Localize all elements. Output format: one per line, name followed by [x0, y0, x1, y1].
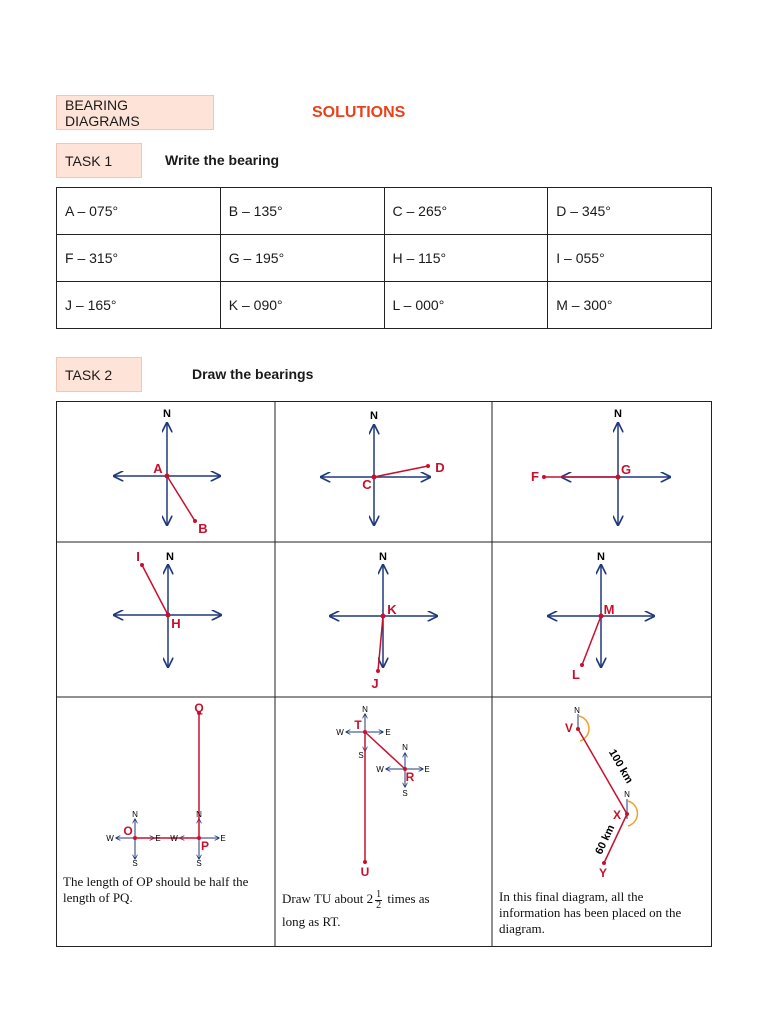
compass-w-label: W: [336, 728, 344, 737]
point-g-label: G: [620, 462, 632, 477]
compass-w-label: W: [376, 765, 384, 774]
compass-n-label: N: [624, 790, 630, 799]
grid-lines: [56, 401, 712, 947]
compass-n-label: N: [370, 410, 378, 422]
point-f-label: F: [531, 469, 539, 484]
fraction-numerator: 1: [376, 888, 382, 900]
compass-s-label: S: [358, 751, 364, 760]
point-o-label: O: [123, 824, 133, 838]
diagram-cd: [321, 410, 445, 525]
diagram-hi: [114, 549, 221, 667]
point-j-label: J: [371, 676, 379, 691]
compass-n-label: N: [163, 408, 171, 420]
fraction-half: [375, 890, 382, 911]
compass-n-label: N: [402, 743, 408, 752]
distance-xy-label: 60 km: [593, 823, 618, 857]
table-cell: C – 265°: [384, 188, 548, 235]
task2-label: TASK 2: [56, 357, 142, 392]
note-tu-mid: times as: [387, 891, 430, 906]
point-p-label: P: [200, 839, 210, 853]
diagram-ml: [548, 551, 654, 682]
compass-s-label: S: [196, 859, 202, 868]
compass-s-label: S: [402, 789, 408, 798]
point-q-label: Q: [194, 701, 204, 715]
point-m-label: M: [603, 602, 615, 617]
point-b-label: B: [198, 521, 208, 536]
diagram-fg: [531, 408, 670, 525]
diagram-kj: [330, 551, 437, 691]
note-tu: [282, 888, 482, 933]
fraction-denominator: 2: [376, 899, 382, 911]
table-cell: G – 195°: [220, 235, 384, 282]
table-row: [57, 235, 712, 282]
table-cell: J – 165°: [57, 282, 221, 329]
compass-n-label: N: [614, 408, 622, 420]
compass-n-label: N: [196, 810, 202, 819]
bearing-diagrams-label: BEARING DIAGRAMS: [56, 95, 214, 130]
point-y-label: Y: [598, 866, 608, 880]
note-final: In this final diagram, all the information has been placed on the diagram.: [499, 889, 682, 936]
table-cell: H – 115°: [384, 235, 548, 282]
compass-n-label: N: [379, 551, 387, 563]
solutions-heading: SOLUTIONS: [312, 104, 406, 121]
compass-n-label: N: [597, 551, 605, 563]
bearing-diagram-grid: [56, 401, 712, 947]
point-k-label: K: [387, 602, 397, 617]
point-c-label: C: [362, 477, 372, 492]
point-x-label: X: [612, 808, 622, 822]
compass-w-label: W: [170, 834, 178, 843]
note-tu-post: long as RT.: [282, 913, 341, 929]
point-l-label: L: [572, 667, 580, 682]
note-tu-pre: Draw TU about 2: [282, 891, 374, 906]
point-t-label: T: [354, 718, 362, 732]
point-r-label: R: [405, 770, 415, 784]
compass-n-label: N: [132, 810, 138, 819]
task2-title: Draw the bearings: [192, 366, 314, 382]
diagram-canvas: [56, 401, 712, 947]
table-cell: K – 090°: [220, 282, 384, 329]
compass-e-label: E: [385, 728, 391, 737]
compass-e-label: E: [424, 765, 430, 774]
point-v-label: V: [564, 721, 574, 735]
compass-n-label: N: [574, 706, 580, 715]
distance-vx-label: 100 km: [606, 747, 636, 786]
compass-w-label: W: [106, 834, 114, 843]
table-cell: I – 055°: [548, 235, 712, 282]
diagram-opq: [106, 701, 225, 868]
table-cell: F – 315°: [57, 235, 221, 282]
table-row: [57, 188, 712, 235]
point-i-label: I: [136, 549, 140, 564]
diagram-ab: [114, 408, 220, 536]
task1-label: TASK 1: [56, 143, 142, 178]
task1-title: Write the bearing: [165, 152, 280, 168]
note-op: The length of OP should be half the length of PQ.: [63, 874, 249, 905]
point-a-label: A: [153, 461, 163, 476]
table-cell: B – 135°: [220, 188, 384, 235]
diagram-vxy: [565, 706, 637, 880]
compass-e-label: E: [155, 834, 161, 843]
table-cell: L – 000°: [384, 282, 548, 329]
table-cell: A – 075°: [57, 188, 221, 235]
compass-n-label: N: [362, 705, 368, 714]
point-d-label: D: [435, 460, 445, 475]
point-u-label: U: [360, 865, 370, 879]
compass-s-label: S: [132, 859, 138, 868]
bearing-table: [56, 187, 712, 329]
compass-n-label: N: [166, 551, 174, 563]
table-cell: M – 300°: [548, 282, 712, 329]
compass-e-label: E: [220, 834, 226, 843]
point-h-label: H: [171, 616, 181, 631]
diagram-tru: [336, 705, 429, 879]
table-cell: D – 345°: [548, 188, 712, 235]
table-row: [57, 282, 712, 329]
